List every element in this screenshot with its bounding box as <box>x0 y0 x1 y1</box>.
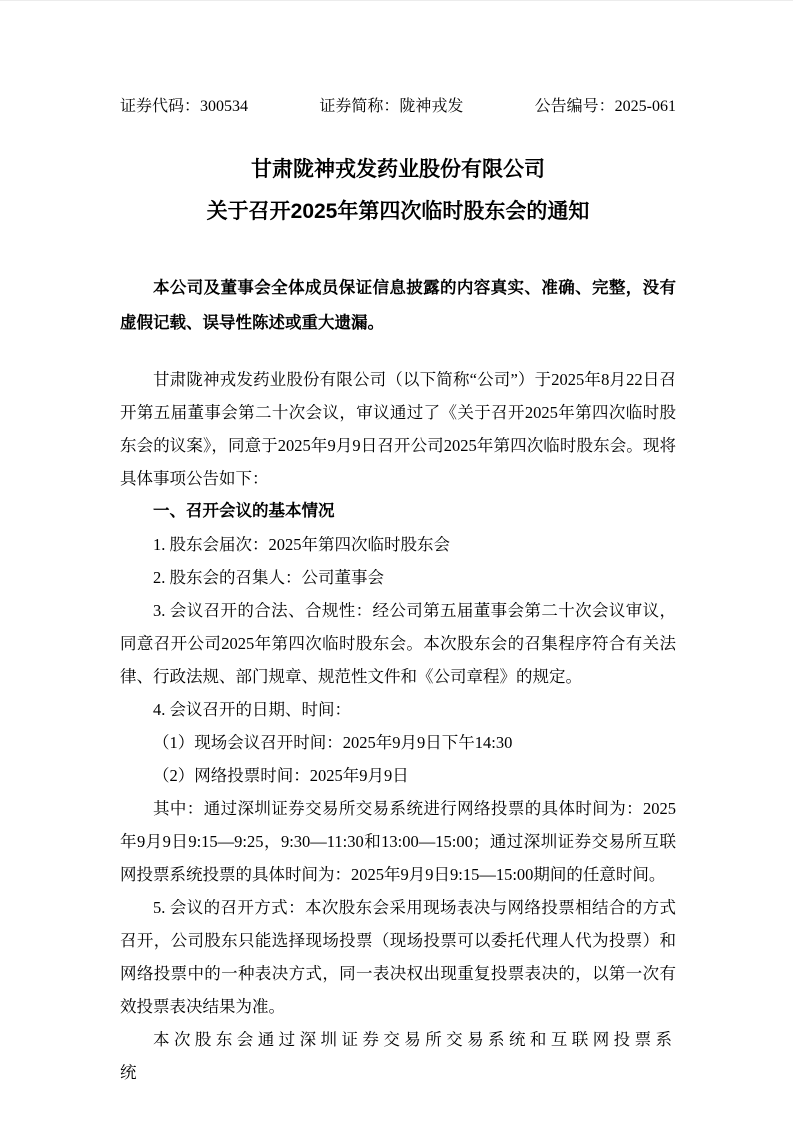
section1-heading: 一、召开会议的基本情况 <box>153 502 335 520</box>
tail-continuation-line: 本次股东会通过深圳证券交易所交易系统和互联网投票系统 <box>120 1030 676 1082</box>
legality-item: 3. 会议召开的合法、合规性：经公司第五届董事会第二十次会议审议，同意召开公司2025年第四次临时股东会。本次股东会的召集程序符合有关法律、行政法规、部门规章、规范性文件和《公司章程》的规定。 <box>120 601 676 686</box>
disclosure-statement: 本公司及董事会全体成员保证信息披露的内容真实、准确、完整，没有虚假记载、误导性陈述或重大遗漏。 <box>120 279 676 332</box>
notice-title: 关于召开2025年第四次临时股东会的通知 <box>206 200 590 223</box>
stock-abbr: 证券简称：陇神戎发 <box>319 98 464 115</box>
company-name-title: 甘肃陇神戎发药业股份有限公司 <box>251 158 545 181</box>
session-item: 1. 股东会届次：2025年第四次临时股东会 <box>153 535 450 554</box>
announcement-number: 公告编号：2025-061 <box>534 98 676 115</box>
document-header <box>120 97 676 116</box>
meeting-method-item: 5. 会议的召开方式：本次股东会采用现场表决与网络投票相结合的方式召开，公司股东只能选择现场投票（现场投票可以委托代理人代为投票）和网络投票中的一种表决方式，同一表决权出现重复投票表决的，以第一次有效投票表决结果为准。 <box>120 898 676 1016</box>
date-time-item: 4. 会议召开的日期、时间： <box>153 700 351 719</box>
onsite-meeting-time-item: （1）现场会议召开时间：2025年9月9日下午14:30 <box>153 733 513 752</box>
stock-code: 证券代码：300534 <box>120 98 249 115</box>
convener-item: 2. 股东会的召集人：公司董事会 <box>153 568 384 587</box>
online-voting-time-item: （2）网络投票时间：2025年9月9日 <box>153 766 409 785</box>
voting-time-details: 其中：通过深圳证券交易所交易系统进行网络投票的具体时间为：2025年9月9日9:15—9:25，9:30—11:30和13:00—15:00；通过深圳证券交易所互联网投票系统投票的具体时间为：2025年9月9日9:15—15:00期间的任意时间。 <box>120 799 676 884</box>
intro-paragraph: 甘肃陇神戎发药业股份有限公司（以下简称“公司”）于2025年8月22日召开第五届董事会第二十次会议，审议通过了《关于召开2025年第四次临时股东会的议案》，同意于2025年9月9日召开公司2025年第四次临时股东会。现将具体事项公告如下： <box>120 370 676 488</box>
